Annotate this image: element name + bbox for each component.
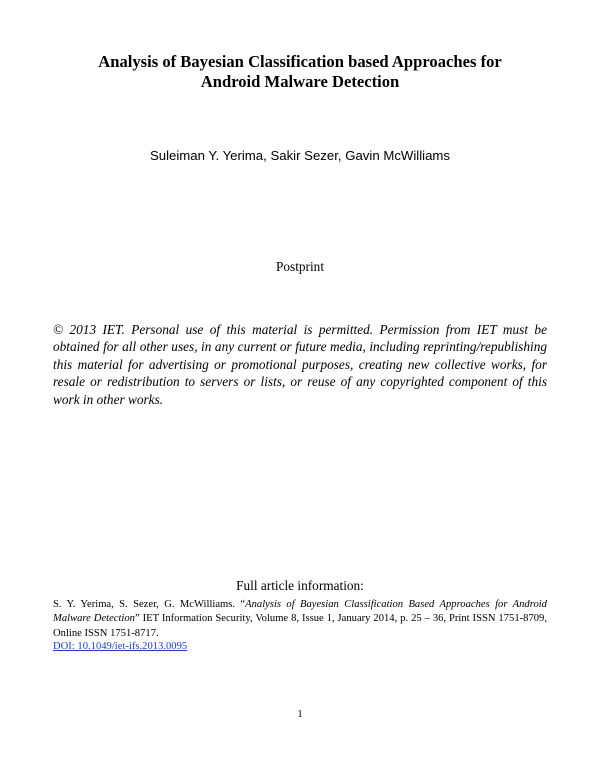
paper-authors: Suleiman Y. Yerima, Sakir Sezer, Gavin McWilliams: [149, 148, 450, 163]
paper-title-line-1: Analysis of Bayesian Classification based Approaches for: [98, 52, 502, 71]
citation-authors: S. Y. Yerima, S. Sezer, G. McWilliams. “: [53, 599, 246, 610]
full-info-heading: Full article information:: [236, 578, 364, 593]
citation-article-title: Analysis of Bayesian Classification Based Approaches for Android Malware Detection: [53, 599, 547, 625]
page-number: 1: [297, 709, 303, 720]
copyright-notice: © 2013 IET. Personal use of this material is permitted. Permission from IET must be obtained for all other uses, in any current or future media, including reprinting/republishing this material for advertising or promotional purposes, creating new collective works, for resale or redistribution to servers or lists, or reuse of any copyrighted component of this work in other works.: [53, 322, 547, 407]
paper-title-line-2: Android Malware Detection: [200, 72, 400, 91]
version-label: Postprint: [275, 259, 325, 274]
citation-details: ” IET Information Security, Volume 8, Issue 1, January 2014, p. 25 – 36, Print ISSN 1751-8709, Online ISSN 1751-8717.: [53, 613, 547, 639]
doi-link[interactable]: DOI: 10.1049/iet-ifs.2013.0095: [53, 641, 188, 652]
citation: [53, 598, 547, 641]
paper-title: [50, 52, 550, 92]
